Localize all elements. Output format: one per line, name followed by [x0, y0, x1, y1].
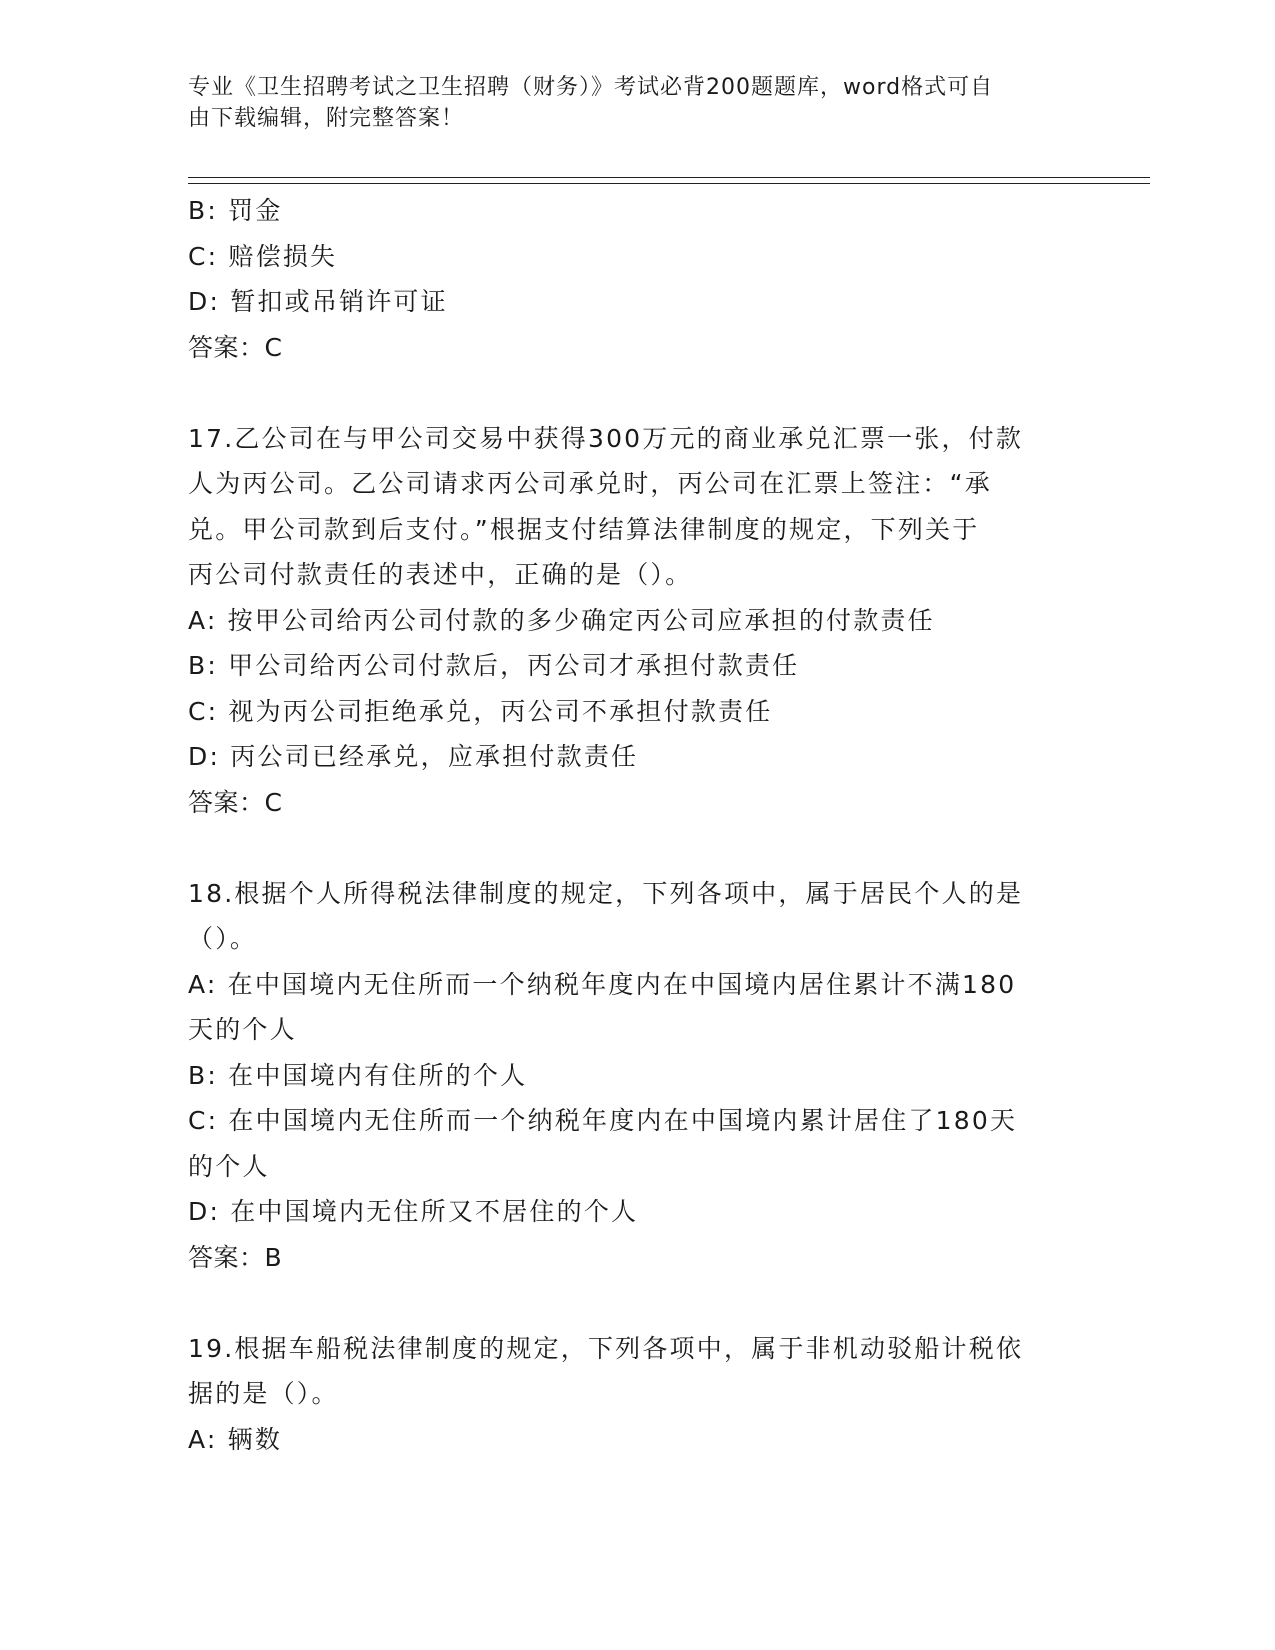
q17-answer: 答案：C	[188, 787, 283, 817]
q17-stem-line: 17.乙公司在与甲公司交易中获得300万元的商业承兑汇票一张，付款	[188, 423, 1024, 453]
question-content	[188, 188, 1068, 1462]
spacer	[188, 370, 1068, 416]
question-16	[188, 188, 1068, 370]
q18-option-c-line: 的个人	[188, 1151, 270, 1181]
q17-option-b: B: 甲公司给丙公司付款后，丙公司才承担付款责任	[188, 651, 800, 680]
spacer	[188, 825, 1068, 871]
q18-option-a-line: 天的个人	[188, 1015, 297, 1044]
q18-answer: 答案：B	[188, 1242, 283, 1272]
q17-option-d: D: 丙公司已经承兑，应承担付款责任	[188, 742, 639, 771]
q18-stem-line: （）。	[188, 924, 258, 953]
question-17	[188, 416, 1068, 826]
q19-stem-line: 据的是（）。	[188, 1379, 339, 1408]
q16-option-b: B: 罚金	[188, 196, 283, 225]
header-line-2: 由下载编辑，附完整答案！	[188, 106, 465, 131]
spacer	[188, 1280, 1068, 1326]
q16-option-c: C: 赔偿损失	[188, 241, 338, 271]
q18-option-b: B: 在中国境内有住所的个人	[188, 1060, 528, 1090]
document-header	[188, 72, 1088, 134]
q17-stem-line: 人为丙公司。乙公司请求丙公司承兑时，丙公司在汇票上签注：“承	[188, 469, 992, 498]
q18-stem-line: 18.根据个人所得税法律制度的规定，下列各项中，属于居民个人的是	[188, 878, 1024, 908]
question-19	[188, 1326, 1068, 1463]
q16-option-d: D: 暂扣或吊销许可证	[188, 287, 448, 316]
q16-answer: 答案：C	[188, 332, 283, 362]
q17-stem-line: 丙公司付款责任的表述中，正确的是（）。	[188, 560, 693, 589]
q19-option-a: A: 辆数	[188, 1424, 283, 1454]
q17-option-a: A: 按甲公司给丙公司付款的多少确定丙公司应承担的付款责任	[188, 605, 935, 635]
q17-option-c: C: 视为丙公司拒绝承兑，丙公司不承担付款责任	[188, 696, 773, 726]
q18-option-d: D: 在中国境内无住所又不居住的个人	[188, 1197, 639, 1226]
q19-stem-line: 19.根据车船税法律制度的规定，下列各项中，属于非机动驳船计税依	[188, 1333, 1024, 1363]
question-18	[188, 871, 1068, 1281]
q18-option-c-line: C: 在中国境内无住所而一个纳税年度内在中国境内累计居住了180天	[188, 1106, 1018, 1135]
header-divider-top	[188, 177, 1150, 178]
q17-stem-line: 兑。甲公司款到后支付。”根据支付结算法律制度的规定，下列关于	[188, 514, 980, 544]
header-divider-bottom	[188, 183, 1150, 184]
header-line-1: 专业《卫生招聘考试之卫生招聘（财务）》考试必背200题题库，word格式可自	[188, 75, 994, 100]
q18-option-a-line: A: 在中国境内无住所而一个纳税年度内在中国境内居住累计不满180	[188, 969, 1017, 999]
